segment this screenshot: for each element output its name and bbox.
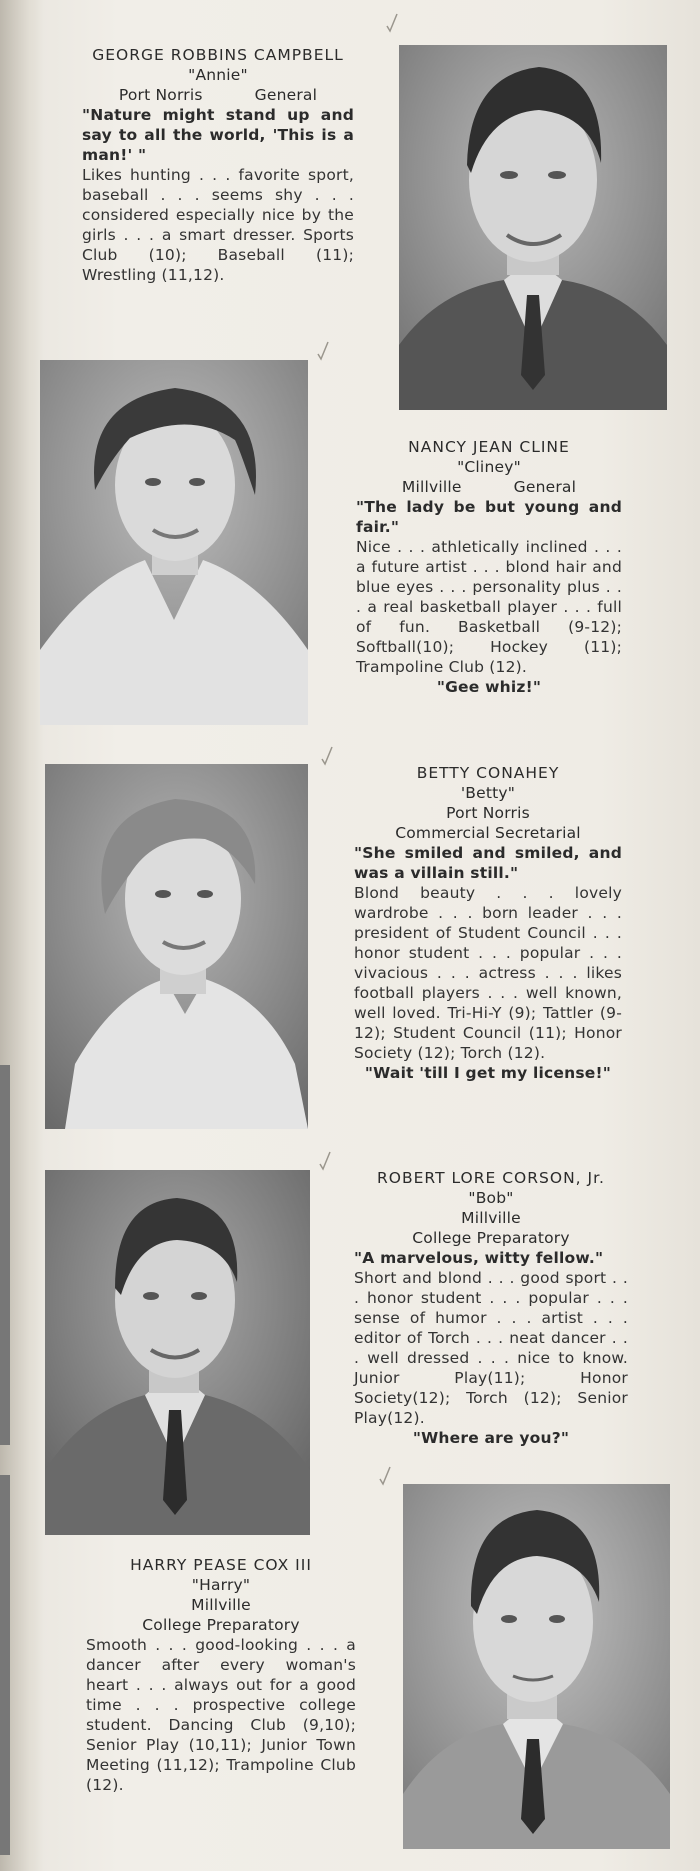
student-description: Smooth . . . good-looking . . . a dancer after every woman's heart . . . always out for a good time . . . prospective college student. Dancing Club (9,10); Senior Play (10,11); Junior Town Meeting (11,12); Trampoline Club (12). [86, 1636, 356, 1794]
student-name: BETTY CONAHEY [416, 764, 560, 782]
portrait-photo-icon [45, 1170, 310, 1535]
student-course: General [254, 86, 318, 104]
student-description: Short and blond . . . good sport . . . honor student . . . popular . . . sense of humor . . . artist . . . editor of Torch . . . neat dancer . . . well dressed . . . nice to know. Junior Play(11); Honor Society(12); Torch (12); Senior Play(12). [354, 1269, 628, 1427]
edge-tab [0, 1475, 10, 1855]
student-town: Millville [401, 478, 462, 496]
student-quote: "She smiled and smiled, and was a villain still." [354, 844, 622, 882]
portrait-photo-icon [403, 1484, 670, 1849]
student-name: ROBERT LORE CORSON, Jr. [377, 1169, 605, 1187]
student-motto: "Gee whiz!" [436, 678, 542, 696]
student-course: College Preparatory [142, 1616, 300, 1634]
student-description: Nice . . . athletically inclined . . . a future artist . . . blond hair and blue eyes . . . personality plus . . . a real basketball player . . . full of fun. Basketball (9-12); Softball(10); Hockey (11); Trampoline Club (12). [356, 538, 622, 676]
portrait-photo-icon [40, 360, 308, 725]
check-mark-icon [318, 1150, 332, 1172]
student-course: College Preparatory [412, 1229, 570, 1247]
check-mark-icon [320, 745, 334, 767]
portrait-photo-icon [399, 45, 667, 410]
student-name: HARRY PEASE COX III [130, 1556, 312, 1574]
student-town: Port Norris [118, 86, 203, 104]
student-nickname: 'Betty" [460, 784, 516, 802]
edge-tab [0, 1065, 10, 1445]
student-motto: "Wait 'till I get my license!" [364, 1064, 612, 1082]
student-town: Millville [191, 1596, 251, 1614]
student-meta [356, 477, 622, 497]
student-nickname: "Bob" [468, 1189, 514, 1207]
student-nickname: "Harry" [191, 1576, 251, 1594]
student-nickname: "Annie" [188, 66, 248, 84]
student-course: General [513, 478, 577, 496]
student-name: GEORGE ROBBINS CAMPBELL [92, 46, 344, 64]
check-mark-icon [378, 1465, 392, 1487]
student-quote: "A marvelous, witty fellow." [354, 1249, 604, 1267]
student-entry [86, 1555, 356, 1795]
check-mark-icon [385, 12, 399, 34]
student-name: NANCY JEAN CLINE [408, 438, 570, 456]
student-course: Commercial Secretarial [395, 824, 581, 842]
student-quote: "Nature might stand up and say to all the world, 'This is a man!' " [82, 106, 354, 164]
student-meta [82, 85, 354, 105]
student-description: Likes hunting . . . favorite sport, baseball . . . seems shy . . . considered especially nice by the girls . . . a smart dresser. Sports Club (10); Baseball (11); Wrestling (11,12). [82, 166, 354, 284]
student-entry [82, 45, 354, 285]
student-quote: "The lady be but young and fair." [356, 498, 622, 536]
student-motto: "Where are you?" [412, 1429, 570, 1447]
check-mark-icon [316, 340, 330, 362]
student-description: Blond beauty . . . lovely wardrobe . . . born leader . . . president of Student Council . . . honor student . . . popular . . . vivacious . . . actress . . . likes football players . . . well known, well loved. Tri-Hi-Y (9); Tattler (9-12); Student Council (11); Honor Society (12); Torch (12). [354, 884, 622, 1062]
portrait-photo-icon [45, 764, 308, 1129]
student-entry [354, 1168, 628, 1448]
student-entry [356, 437, 622, 697]
student-nickname: "Cliney" [457, 458, 521, 476]
student-town: Port Norris [446, 804, 530, 822]
student-entry [354, 763, 622, 1083]
student-town: Millville [461, 1209, 521, 1227]
